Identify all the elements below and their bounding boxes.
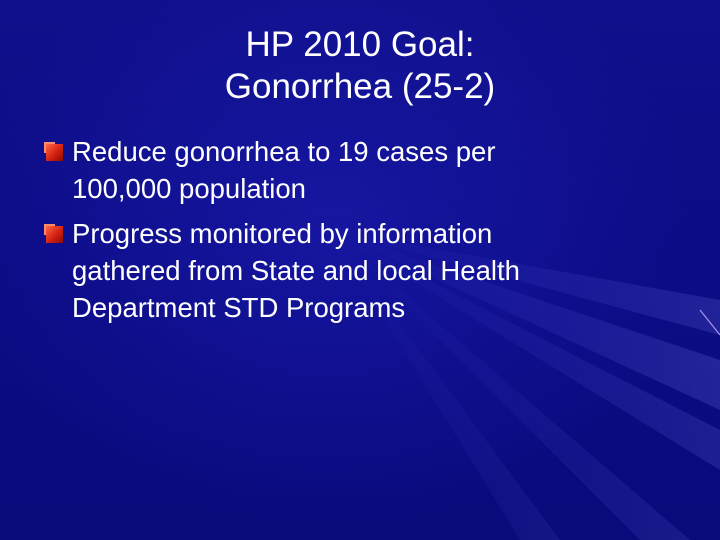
slide-title [0, 24, 720, 108]
bullet-item [44, 133, 684, 207]
bullet-text-line: Progress monitored by information [72, 218, 493, 249]
bullet-text-line: gathered from State and local Health [72, 255, 520, 286]
bullet-text-line: 100,000 population [72, 173, 306, 204]
bullet-square-icon [44, 142, 63, 161]
bullet-list [44, 133, 684, 334]
bullet-item [44, 215, 684, 326]
bullet-square-icon [44, 224, 63, 243]
title-line-2: Gonorrhea (25-2) [224, 67, 496, 106]
bullet-text-line: Reduce gonorrhea to 19 cases per [72, 136, 496, 167]
bullet-text-line: Department STD Programs [72, 292, 406, 323]
title-line-1: HP 2010 Goal: [245, 25, 475, 64]
